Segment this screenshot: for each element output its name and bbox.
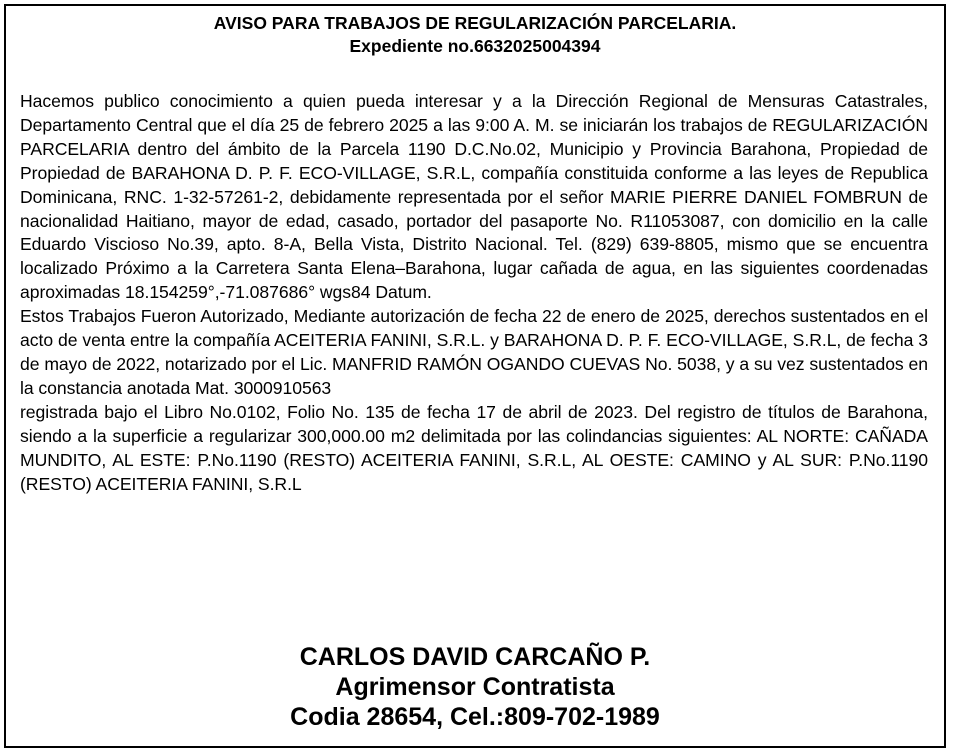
notice-header [6,12,944,58]
signer-name: CARLOS DAVID CARCAÑO P. [299,643,651,671]
signer-contact: Codia 28654, Cel.:809-702-1989 [290,703,660,731]
body-paragraph-1: Hacemos publico conocimiento a quien pueda interesar y a la Dirección Regional de Mensuras Catastrales, Departamento Central que el día 25 de febrero 2025 a las 9:00 A. M. se iniciarán los trabajos de REGULARIZACIÓN PARCELARIA dentro del ámbito de la Parcela 1190 D.C.No.02, Municipio y Provincia Barahona, Propiedad de Propiedad de BARAHONA D. P. F. ECO-VILLAGE, S.R.L, compañía constituida conforme a las leyes de Republica Dominicana, RNC. 1-32-57261-2, debidamente representada por el señor MARIE PIERRE DANIEL FOMBRUN de nacionalidad Haitiano, mayor de edad, casado, portador del pasaporte No. R11053087, con domicilio en la calle Eduardo Viscioso No.39, apto. 8-A, Bella Vista, Distrito Nacional. Tel. (829) 639-8805, mismo que se encuentra localizado Próximo a la Carretera Santa Elena–Barahona, lugar cañada de agua, en las siguientes coordenadas aproximadas 18.154259°,-71.087686° wgs84 Datum. [20,91,928,303]
signer-role: Agrimensor Contratista [335,673,615,701]
signature-block [6,642,944,732]
notice-title: AVISO PARA TRABAJOS DE REGULARIZACIÓN PARCELARIA. [213,13,737,33]
notice-body [20,90,928,496]
expediente-number: Expediente no.6632025004394 [349,36,601,56]
body-paragraph-2: Estos Trabajos Fueron Autorizado, Mediante autorización de fecha 22 de enero de 2025, derechos sustentados en el acto de venta entre la compañía ACEITERIA FANINI, S.R.L. y BARAHONA D. P. F. ECO-VILLAGE, S.R.L, de fecha 3 de mayo de 2022, notarizado por el Lic. MANFRID RAMÓN OGANDO CUEVAS No. 5038, y a su vez sustentados en la constancia anotada Mat. 3000910563 [20,306,928,398]
body-paragraph-3: registrada bajo el Libro No.0102, Folio No. 135 de fecha 17 de abril de 2023. Del registro de títulos de Barahona, siendo a la superficie a regularizar 300,000.00 m2 delimitada por las colindancias siguientes: AL NORTE: CAÑADA MUNDITO, AL ESTE: P.No.1190 (RESTO) ACEITERIA FANINI, S.R.L, AL OESTE: CAMINO y AL SUR: P.No.1190 (RESTO) ACEITERIA FANINI, S.R.L [20,401,928,494]
legal-notice [4,4,946,748]
